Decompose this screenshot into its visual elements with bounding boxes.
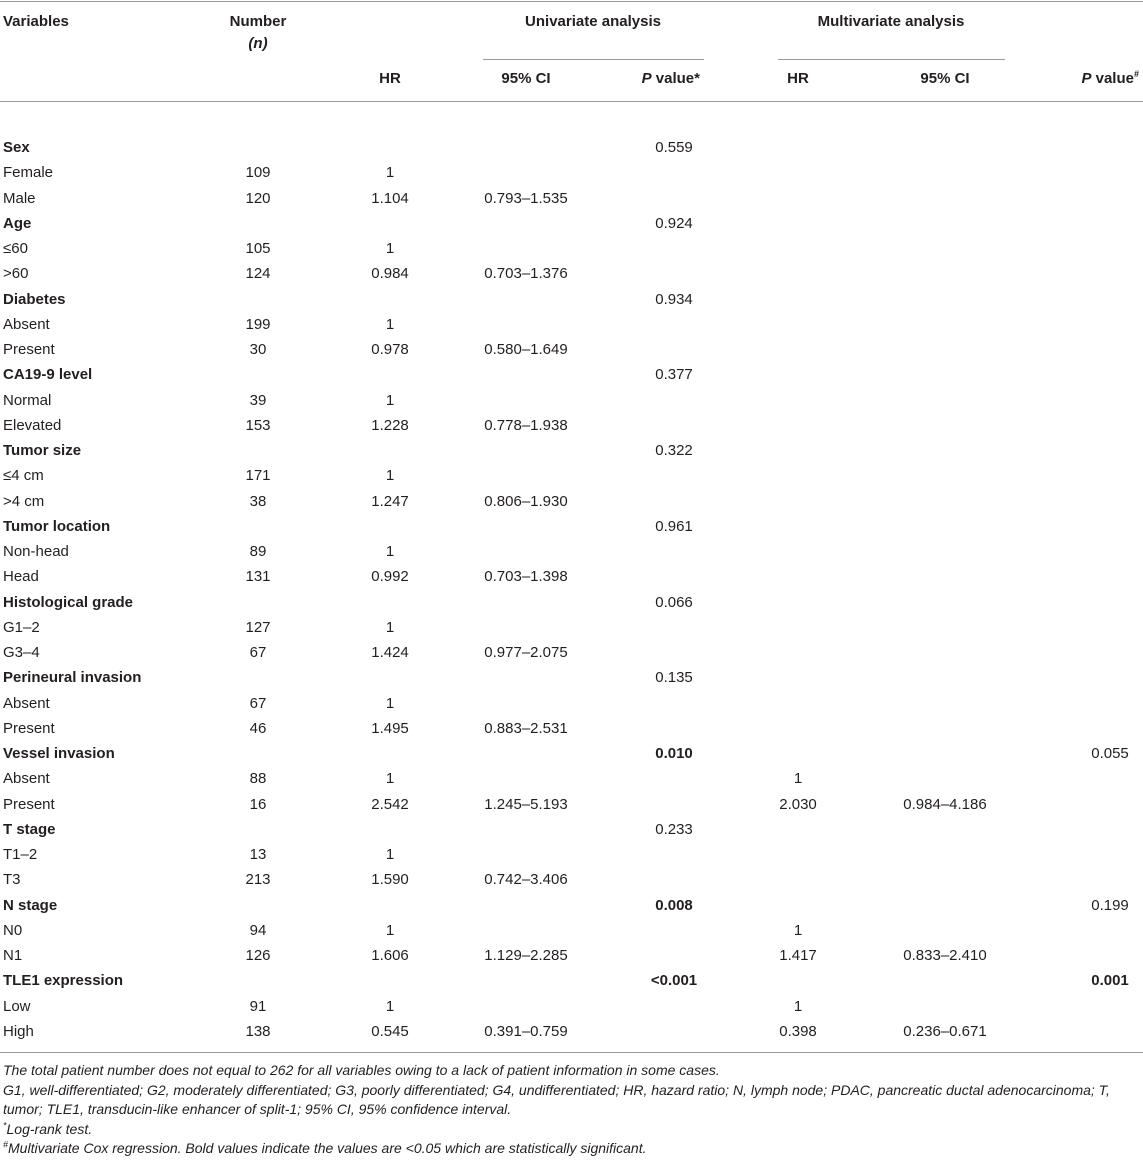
top-rule	[0, 1, 1143, 2]
cell-ci: 0.977–2.075	[484, 644, 568, 661]
header-ci-univariate: 95% CI	[501, 70, 551, 87]
cell-variable: G3–4	[3, 644, 40, 661]
cell-number: 120	[245, 189, 271, 207]
cell-multi-hr: 1.417	[779, 947, 817, 964]
cell-multi-hr: 0.398	[779, 1022, 817, 1040]
cell-variable: Age	[3, 214, 32, 232]
cell-hr: 0.978	[371, 341, 409, 358]
cell-ci: 1.129–2.285	[484, 947, 568, 964]
cell-ci: 0.703–1.398	[484, 568, 568, 586]
cell-number: 124	[245, 265, 271, 283]
cell-multi-ci: 0.833–2.410	[903, 947, 987, 964]
cell-number: 30	[249, 341, 267, 358]
cell-p-value: 0.559	[655, 139, 693, 156]
cell-variable: Tumor size	[3, 442, 82, 459]
cell-p-value: 0.233	[655, 820, 693, 838]
cell-variable: G1–2	[3, 618, 40, 636]
cell-variable: Vessel invasion	[3, 745, 115, 762]
cell-ci: 0.391–0.759	[484, 1022, 568, 1040]
cell-hr: 1.590	[371, 871, 409, 889]
cell-variable: Present	[3, 341, 55, 358]
cell-number: 88	[249, 770, 267, 788]
cell-multi-p-value: 0.001	[1091, 972, 1129, 990]
cell-p-value: 0.924	[655, 214, 693, 232]
cell-number: 91	[249, 997, 267, 1015]
cell-number: 46	[249, 719, 267, 737]
cell-hr: 1.104	[371, 189, 409, 207]
cell-variable: T1–2	[3, 846, 38, 863]
cell-variable: Perineural invasion	[3, 669, 142, 687]
cell-hr: 1	[385, 770, 395, 788]
cell-ci: 0.793–1.535	[484, 189, 568, 207]
cell-variable: Female	[3, 164, 54, 182]
cell-hr: 1	[385, 997, 395, 1015]
cell-multi-ci: 0.984–4.186	[903, 795, 987, 813]
cell-number: 109	[245, 164, 271, 182]
header-p-univariate: P value*	[641, 70, 700, 87]
header-hr-multivariate: HR	[787, 70, 809, 87]
cell-variable: Absent	[3, 315, 50, 333]
cell-variable: Absent	[3, 694, 50, 712]
cell-ci: 1.245–5.193	[484, 795, 568, 813]
cell-variable: >60	[3, 265, 29, 283]
cell-hr: 0.545	[371, 1022, 409, 1040]
cell-variable: Present	[3, 719, 55, 737]
cell-variable: T3	[3, 871, 21, 889]
header-multivariate: Multivariate analysis	[817, 13, 965, 30]
header-number: Number	[229, 13, 287, 30]
cell-multi-hr: 1	[793, 770, 803, 788]
cell-number: 153	[245, 416, 271, 434]
cell-hr: 1	[385, 846, 395, 863]
header-p-multivariate: P value#	[1081, 69, 1139, 87]
header-variables: Variables	[3, 13, 69, 30]
cell-hr: 1	[385, 694, 395, 712]
cell-number: 39	[249, 391, 267, 409]
header-univariate: Univariate analysis	[525, 13, 661, 30]
cell-hr: 1	[385, 391, 395, 409]
cell-multi-hr: 2.030	[779, 795, 817, 813]
cell-number: 67	[249, 694, 267, 712]
cell-p-value: 0.135	[655, 669, 693, 687]
multivariate-underline	[778, 59, 1005, 60]
cell-hr: 1	[385, 240, 395, 257]
cell-variable: Head	[3, 568, 39, 586]
cell-p-value: 0.322	[655, 442, 693, 459]
cell-p-value: 0.377	[655, 366, 693, 384]
cell-number: 126	[245, 947, 271, 964]
cell-ci: 0.742–3.406	[484, 871, 568, 889]
cell-hr: 1	[385, 315, 395, 333]
cell-variable: Male	[3, 189, 36, 207]
cell-number: 138	[245, 1022, 271, 1040]
cell-variable: N1	[3, 947, 23, 964]
cell-number: 94	[249, 921, 267, 939]
cell-variable: Elevated	[3, 416, 62, 434]
cell-variable: Tumor location	[3, 517, 111, 535]
cell-number: 67	[249, 644, 267, 661]
cell-p-value: 0.934	[655, 290, 693, 308]
cell-hr: 1.424	[371, 644, 409, 661]
cell-hr: 0.984	[371, 265, 409, 283]
cell-p-value: 0.010	[655, 745, 693, 762]
cell-variable: N0	[3, 921, 23, 939]
footnote-abbreviations: G1, well-differentiated; G2, moderately differentiated; G3, poorly differentiated; G4, undifferentiated; HR, hazard ratio; N, lymph node; PDAC, pancreatic ductal adenocarcinoma; T,	[3, 1082, 1110, 1098]
cell-variable: N stage	[3, 896, 58, 914]
cell-hr: 1	[385, 921, 395, 939]
header-hr-univariate: HR	[379, 70, 401, 87]
cell-p-value: 0.066	[655, 593, 693, 611]
cell-multi-ci: 0.236–0.671	[903, 1022, 987, 1040]
cell-variable: T stage	[3, 820, 56, 838]
cell-variable: >4 cm	[3, 492, 45, 510]
cell-number: 16	[249, 795, 267, 813]
cell-variable: TLE1 expression	[3, 972, 124, 990]
cell-hr: 1	[385, 467, 395, 485]
cell-variable: Normal	[3, 391, 52, 409]
cell-variable: CA19-9 level	[3, 366, 93, 384]
cell-number: 127	[245, 618, 271, 636]
header-number-n: (n)	[248, 35, 268, 52]
cell-hr: 2.542	[371, 795, 409, 813]
cell-p-value: 0.008	[655, 896, 693, 914]
cell-variable: Non-head	[3, 543, 69, 560]
cell-hr: 1.228	[371, 416, 409, 434]
cell-number: 171	[245, 467, 271, 485]
cell-variable: ≤60	[3, 240, 28, 257]
cell-p-value: 0.961	[655, 517, 693, 535]
cell-multi-hr: 1	[793, 997, 803, 1015]
cell-multi-p-value: 0.199	[1091, 896, 1129, 914]
footnote-log-rank: *Log-rank test.	[3, 1120, 93, 1137]
cell-number: 89	[249, 543, 267, 560]
univariate-underline	[483, 59, 704, 60]
cell-p-value: <0.001	[650, 972, 698, 990]
cell-number: 105	[245, 240, 271, 257]
footnote-multivariate: #Multivariate Cox regression. Bold values indicate the values are <0.05 which are statistically significant.	[3, 1139, 647, 1156]
cell-number: 131	[245, 568, 271, 586]
cell-number: 13	[249, 846, 267, 863]
header-ci-multivariate: 95% CI	[920, 70, 970, 87]
cell-ci: 0.806–1.930	[484, 492, 568, 510]
cell-variable: Histological grade	[3, 593, 134, 611]
cell-ci: 0.580–1.649	[484, 341, 568, 358]
cell-hr: 1	[385, 543, 395, 560]
cell-variable: ≤4 cm	[3, 467, 44, 485]
cell-ci: 0.778–1.938	[484, 416, 568, 434]
cell-hr: 0.992	[371, 568, 409, 586]
cell-number: 38	[249, 492, 267, 510]
cell-hr: 1	[385, 618, 395, 636]
cell-hr: 1	[385, 164, 395, 182]
cell-number: 213	[245, 871, 271, 889]
cell-multi-hr: 1	[793, 921, 803, 939]
footnote-abbreviations-cont: tumor; TLE1, transducin-like enhancer of split-1; 95% CI, 95% confidence interval.	[3, 1101, 512, 1117]
header-bottom-rule	[0, 101, 1143, 102]
cell-variable: High	[3, 1022, 34, 1040]
table-bottom-rule	[0, 1052, 1143, 1053]
cell-variable: Absent	[3, 770, 50, 788]
cell-variable: Sex	[3, 139, 30, 156]
cell-number: 199	[245, 315, 271, 333]
footnote-patient-number: The total patient number does not equal to 262 for all variables owing to a lack of patient information in some cases.	[3, 1062, 720, 1078]
cell-hr: 1.495	[371, 719, 409, 737]
cell-hr: 1.606	[371, 947, 409, 964]
cell-hr: 1.247	[371, 492, 409, 510]
cell-ci: 0.703–1.376	[484, 265, 568, 283]
cell-variable: Diabetes	[3, 290, 66, 308]
cell-multi-p-value: 0.055	[1091, 745, 1129, 762]
cell-variable: Present	[3, 795, 55, 813]
cell-variable: Low	[3, 997, 31, 1015]
cell-ci: 0.883–2.531	[484, 719, 568, 737]
